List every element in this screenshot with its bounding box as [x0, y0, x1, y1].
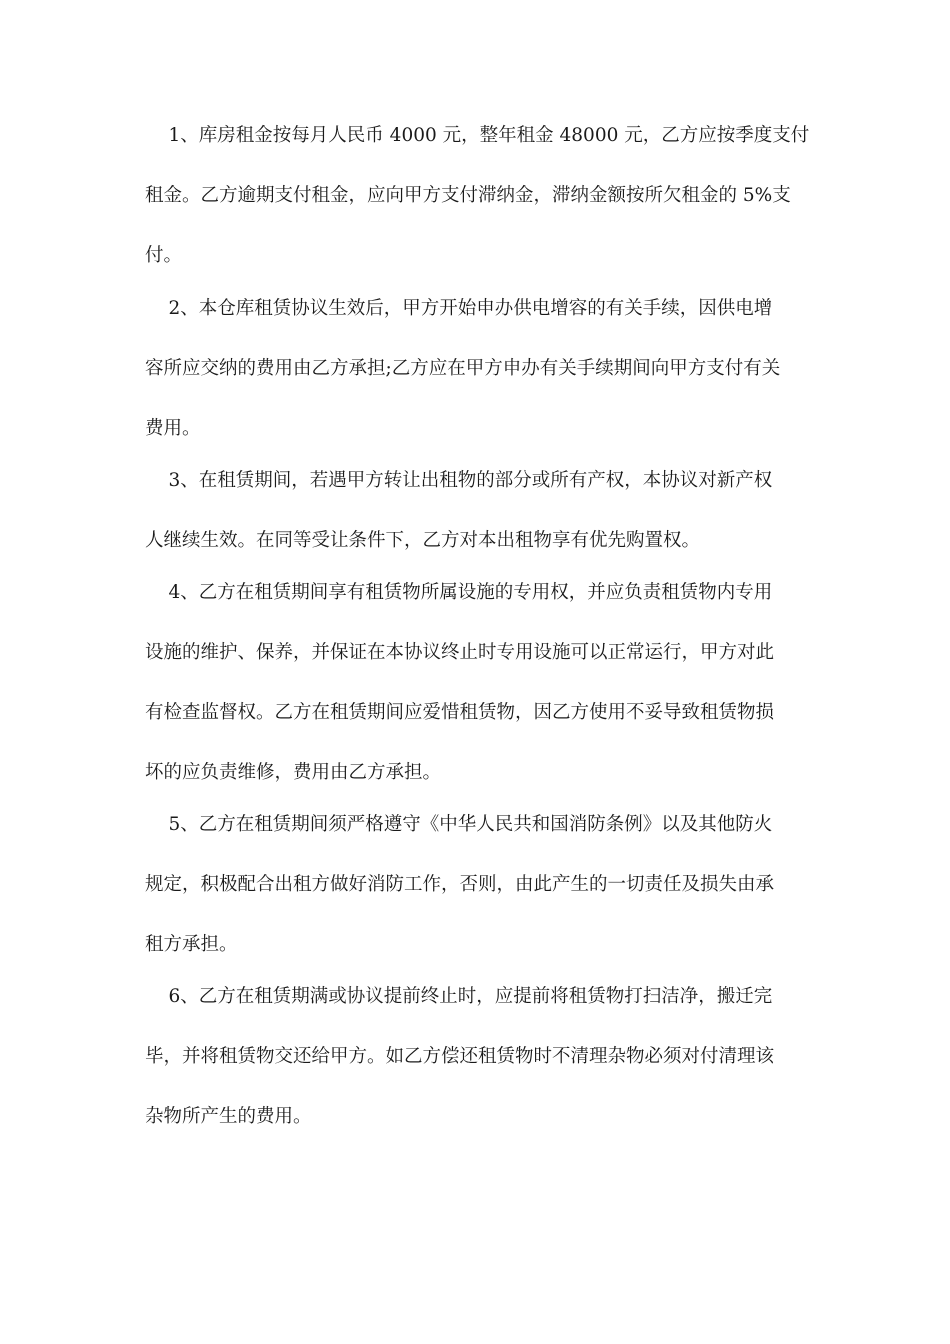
text-line: 设施的维护、保养，并保证在本协议终止时专用设施可以正常运行，甲方对此 — [145, 642, 775, 663]
text-line: 付。 — [145, 245, 183, 266]
text-line: 规定，积极配合出租方做好消防工作，否则，由此产生的一切责任及损失由承 — [145, 874, 775, 895]
text-line: 人继续生效。在同等受让条件下，乙方对本出租物享有优先购置权。 — [145, 530, 701, 551]
text-line: 费用。 — [145, 418, 201, 439]
text-line: 毕，并将租赁物交还给甲方。如乙方偿还租赁物时不清理杂物必须对付清理该 — [145, 1046, 775, 1067]
text-line: 杂物所产生的费用。 — [145, 1106, 312, 1127]
text-line: 5、乙方在租赁期间须严格遵守《中华人民共和国消防条例》以及其他防火 — [145, 814, 773, 835]
text-line: 容所应交纳的费用由乙方承担;乙方应在甲方申办有关手续期间向甲方支付有关 — [145, 358, 781, 379]
text-line: 租金。乙方逾期支付租金，应向甲方支付滞纳金，滞纳金额按所欠租金的 5%支 — [145, 185, 791, 206]
text-line: 有检查监督权。乙方在租赁期间应爱惜租赁物，因乙方使用不妥导致租赁物损 — [145, 702, 775, 723]
text-line: 租方承担。 — [145, 934, 238, 955]
text-line: 坏的应负责维修，费用由乙方承担。 — [145, 762, 442, 783]
text-line: 6、乙方在租赁期满或协议提前终止时，应提前将租赁物打扫洁净，搬迁完 — [145, 986, 773, 1007]
text-line: 2、本仓库租赁协议生效后，甲方开始申办供电增容的有关手续，因供电增 — [145, 298, 773, 319]
text-line: 1、库房租金按每月人民币 4000 元，整年租金 48000 元，乙方应按季度支付 — [145, 125, 810, 146]
text-line: 3、在租赁期间，若遇甲方转让出租物的部分或所有产权，本协议对新产权 — [145, 470, 773, 491]
text-line: 4、乙方在租赁期间享有租赁物所属设施的专用权，并应负责租赁物内专用 — [145, 582, 773, 603]
